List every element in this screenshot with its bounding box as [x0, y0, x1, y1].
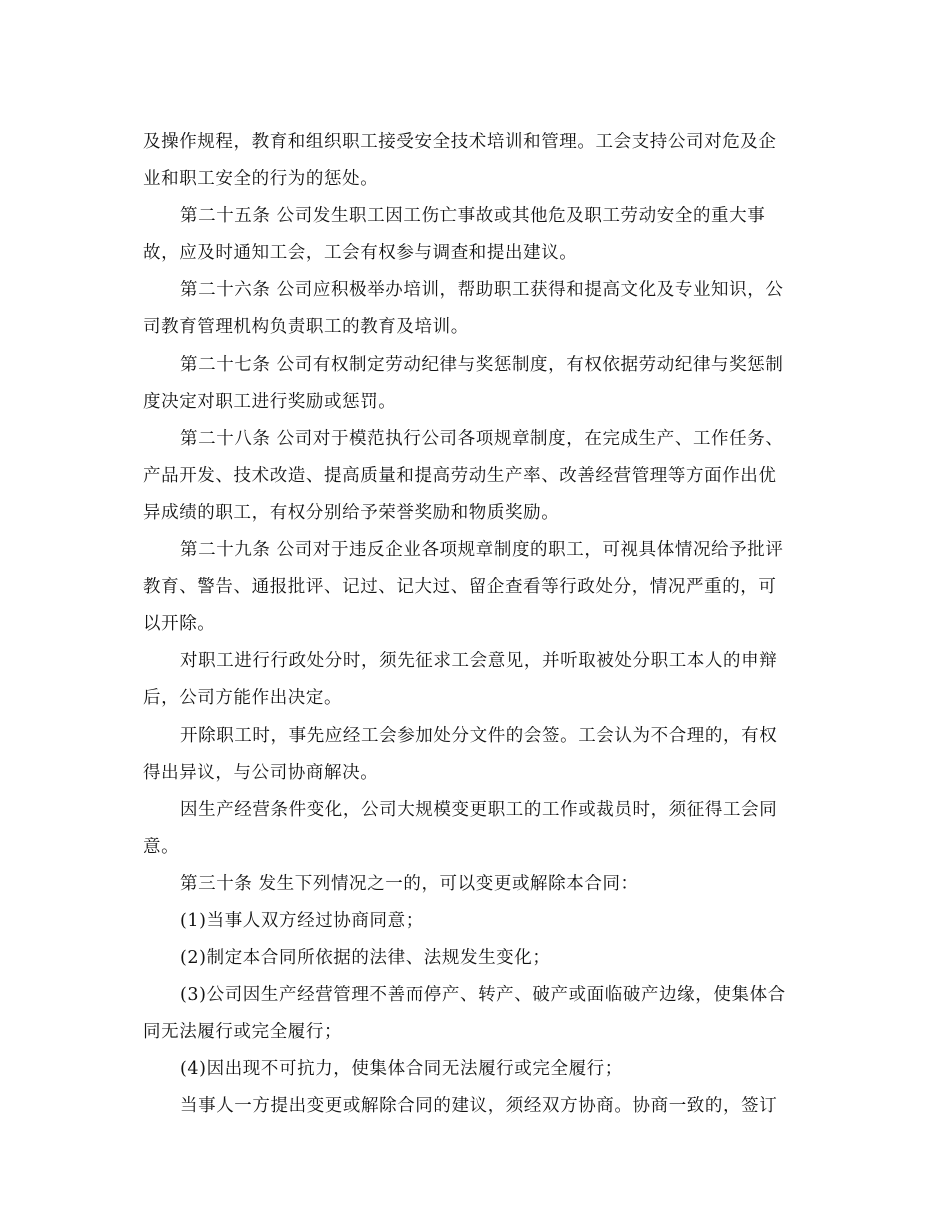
text-line: 及操作规程，教育和组织职工接受安全技术培训和管理。工会支持公司对危及企: [143, 132, 777, 152]
text-line: (4)因出现不可抗力，使集体合同无法履行或完全履行；: [180, 1059, 623, 1080]
paragraph: [143, 421, 807, 532]
text-line: (2)制定本合同所依据的法律、法规发生变化；: [180, 948, 551, 969]
text-line: 当事人一方提出变更或解除合同的建议，须经双方协商。协商一致的，签订: [180, 1096, 778, 1117]
text-line: 同无法履行或完全履行；: [143, 1022, 343, 1043]
text-line: 因生产经营条件变化，公司大规模变更职工的工作或裁员时，须征得工会同: [180, 799, 778, 820]
paragraph: [143, 940, 807, 977]
text-line: 第二十八条 公司对于模范执行公司各项规章制度，在完成生产、工作任务、: [180, 428, 784, 449]
text-line: 教育、警告、通报批评、记过、记大过、留企查看等行政处分，情况严重的，可: [143, 577, 777, 598]
paragraph: [143, 718, 807, 792]
text-line: 第二十七条 公司有权制定劳动纪律与奖惩制度，有权依据劳动纪律与奖惩制: [180, 354, 784, 375]
document-body: [143, 124, 807, 1126]
paragraph: [143, 643, 807, 717]
paragraph: [143, 866, 807, 903]
paragraph: [143, 1051, 807, 1088]
text-line: 司教育管理机构负责职工的教育及培训。: [143, 317, 469, 338]
text-line: 得出异议，与公司协商解决。: [143, 762, 379, 783]
text-line: (1)当事人双方经过协商同意；: [180, 910, 424, 931]
paragraph: [143, 792, 807, 866]
text-line: (3)公司因生产经营管理不善而停产、转产、破产或面临破产边缘，使集体合: [180, 985, 786, 1006]
paragraph: [143, 347, 807, 421]
paragraph: [143, 198, 807, 272]
text-line: 产品开发、技术改造、提高质量和提高劳动生产率、改善经营管理等方面作出优: [143, 465, 777, 486]
text-line: 开除职工时，事先应经工会参加处分文件的会签。工会认为不合理的，有权: [180, 725, 778, 746]
text-line: 第二十六条 公司应积极举办培训，帮助职工获得和提高文化及专业知识，公: [180, 280, 784, 301]
text-line: 以开除。: [143, 614, 216, 635]
text-line: 后，公司方能作出决定。: [143, 688, 343, 709]
paragraph: [143, 1088, 807, 1125]
text-line: 意。: [143, 836, 180, 857]
text-line: 第二十九条 公司对于违反企业各项规章制度的职工，可视具体情况给予批评: [180, 540, 784, 561]
text-line: 异成绩的职工，有权分别给予荣誉奖励和物质奖励。: [143, 502, 560, 523]
paragraph: [143, 977, 807, 1051]
text-line: 业和职工安全的行为的惩处。: [143, 169, 379, 190]
paragraph: [143, 124, 807, 198]
text-line: 第三十条 发生下列情况之一的，可以变更或解除本合同：: [180, 873, 639, 894]
text-line: 对职工进行行政处分时，须先征求工会意见，并听取被处分职工本人的申辩: [180, 651, 778, 672]
paragraph: [143, 903, 807, 940]
text-line: 故，应及时通知工会，工会有权参与调查和提出建议。: [143, 243, 578, 264]
text-line: 第二十五条 公司发生职工因工伤亡事故或其他危及职工劳动安全的重大事: [180, 206, 766, 227]
paragraph: [143, 532, 807, 643]
text-line: 度决定对职工进行奖励或惩罚。: [143, 391, 397, 412]
paragraph: [143, 272, 807, 346]
